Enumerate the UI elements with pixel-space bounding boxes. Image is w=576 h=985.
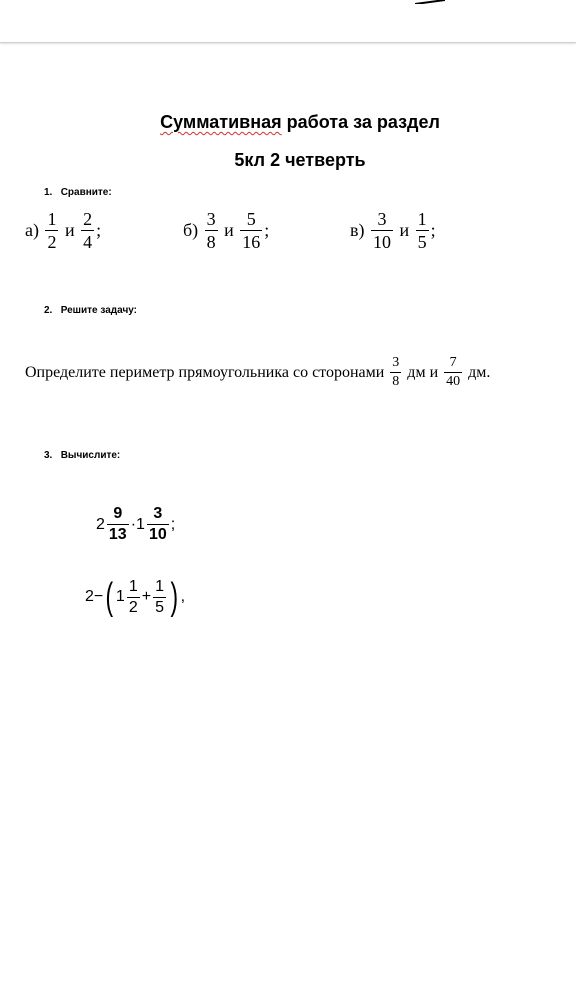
task1-heading: [44, 187, 112, 198]
compare-item-b: [183, 210, 269, 251]
top-toolbar: [0, 0, 576, 43]
toolbar-edge-mark: [415, 0, 445, 4]
whole-part: 1: [136, 515, 145, 533]
item-letter: а): [25, 220, 39, 240]
conjunction: и: [224, 220, 234, 240]
task2-label: Решите задачу:: [60, 305, 138, 316]
document-subtitle: 5кл 2 четверть: [234, 150, 366, 170]
unit-text: дм.: [468, 363, 491, 381]
expression-2: [85, 578, 185, 616]
open-paren: (: [105, 576, 114, 618]
fraction: $\frac{1}{2}$: [47, 209, 57, 252]
item-letter: в): [350, 220, 365, 240]
whole-part: 1: [115, 588, 125, 605]
fraction: $\frac{1}{5}$: [417, 209, 427, 252]
fraction: $\frac{2}{4}$: [83, 209, 93, 252]
item-letter: б): [183, 220, 199, 240]
expression-1: [96, 506, 175, 543]
task3-number: 3.: [44, 450, 53, 461]
close-paren: ): [170, 576, 179, 618]
conjunction: и: [399, 220, 410, 240]
fraction: $\frac{9}{13}$: [108, 505, 127, 543]
semicolon: ;: [264, 220, 270, 240]
semicolon: ;: [170, 515, 176, 533]
title-rest: работа за раздел: [281, 112, 440, 132]
problem-text: Определите периметр прямоугольника со сторонами: [25, 363, 385, 381]
semicolon: ;: [430, 220, 436, 240]
semicolon: ;: [96, 220, 102, 240]
comma: ,: [180, 588, 186, 605]
task1-label: Сравните:: [60, 187, 112, 198]
conjunction: и: [64, 220, 75, 240]
fraction: $\frac{3}{8}$: [206, 209, 216, 252]
document-title: [0, 112, 576, 133]
task1-number: 1.: [44, 187, 53, 198]
task2-number: 2.: [44, 305, 53, 316]
fraction: $\frac{3}{10}$: [148, 505, 167, 543]
whole-part: 2: [96, 515, 105, 533]
fraction: $\frac{3}{8}$: [392, 355, 400, 389]
compare-item-c: [350, 210, 436, 251]
task3-heading: [44, 450, 120, 461]
fraction: $\frac{1}{2}$: [128, 577, 138, 616]
task3-label: Вычислите:: [60, 450, 121, 461]
expression-lead: 2−: [85, 588, 104, 605]
compare-item-a: [25, 210, 101, 251]
task2-heading: [44, 305, 137, 316]
fraction: $\frac{7}{40}$: [446, 355, 461, 389]
fraction: $\frac{5}{16}$: [242, 209, 261, 252]
title-word-spellcheck: Суммативная: [160, 112, 282, 132]
problem-statement: [25, 356, 490, 389]
unit-text: дм и: [407, 363, 439, 381]
operator: ·: [130, 515, 137, 533]
fraction: $\frac{1}{5}$: [155, 577, 164, 616]
operator: +: [141, 588, 152, 605]
fraction: $\frac{3}{10}$: [373, 209, 391, 252]
